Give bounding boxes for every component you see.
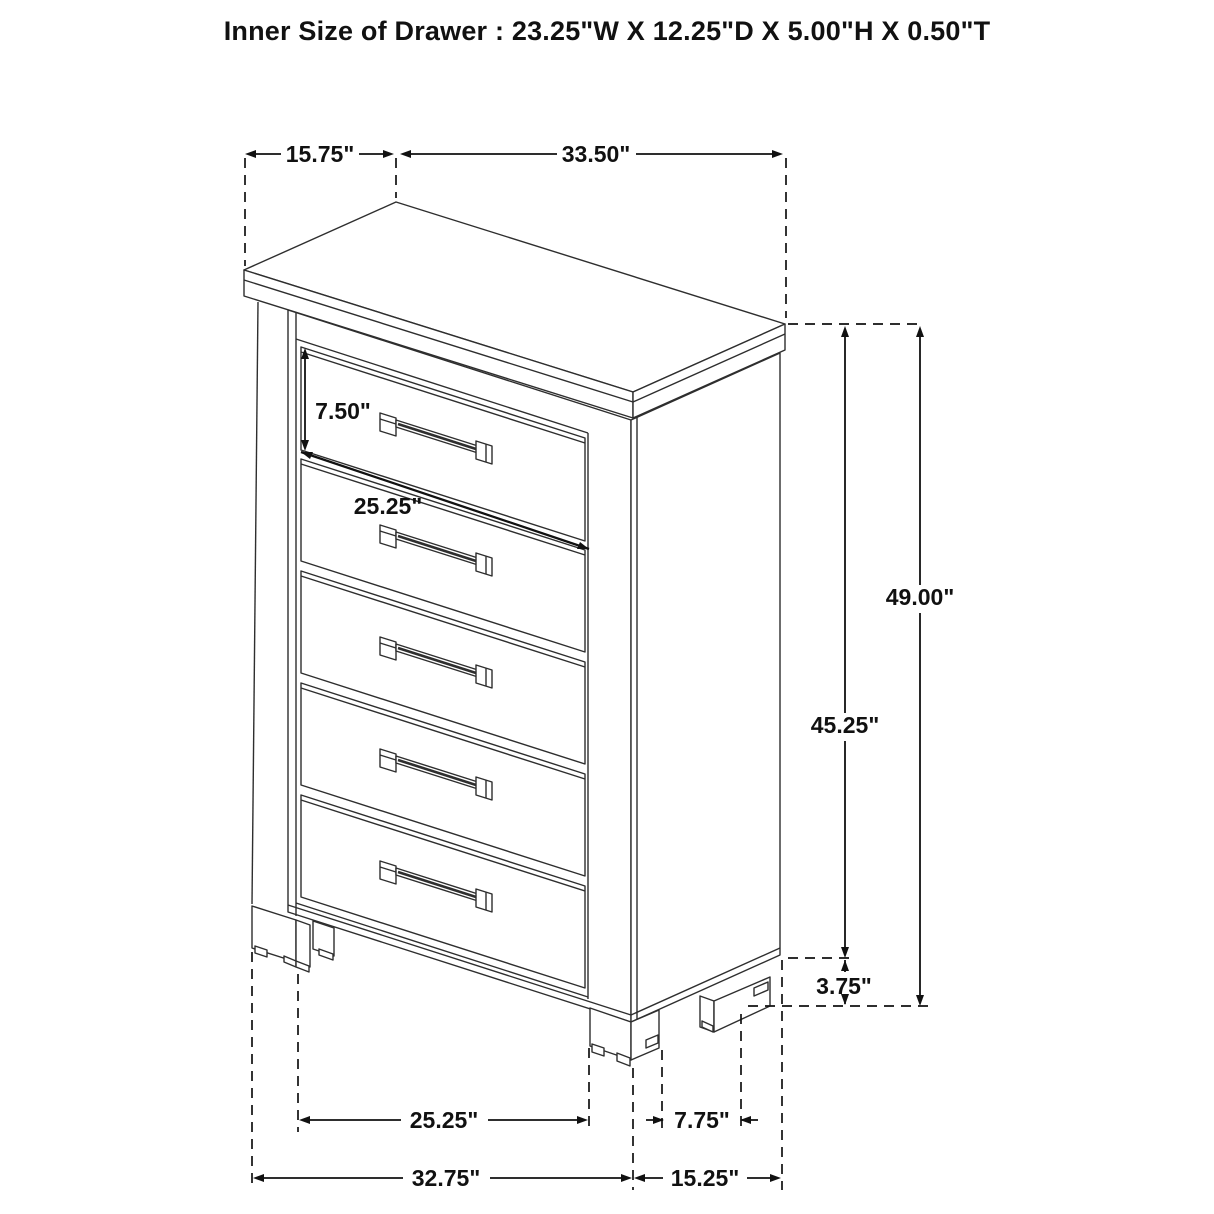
arrow-right-icon xyxy=(772,150,783,158)
dim-label-base-width: 32.75" xyxy=(411,1165,481,1191)
arrow-left-icon xyxy=(634,1174,645,1182)
chest-drawing xyxy=(244,202,785,1066)
arrow-right-icon xyxy=(770,1174,781,1182)
dim-leg-height xyxy=(816,960,872,1005)
page-title: Inner Size of Drawer : 23.25"W X 12.25"D X 5.00"H X 0.50"T xyxy=(223,16,991,46)
leg-front-face xyxy=(296,920,310,967)
dim-label-drawer-front-width: 25.25" xyxy=(353,493,423,519)
dim-body-height xyxy=(811,326,879,958)
dim-front-leg-span xyxy=(299,1107,588,1133)
dim-overall-height xyxy=(886,326,954,1006)
arrow-left-icon xyxy=(253,1174,264,1182)
dim-label-front-leg-span: 25.25" xyxy=(409,1107,479,1133)
dim-label-base-depth: 15.25" xyxy=(670,1165,740,1191)
back-left-leg xyxy=(313,921,334,960)
dim-label-body-height: 45.25" xyxy=(810,712,880,738)
dim-base-depth xyxy=(634,1165,781,1191)
left-side-sliver-edge xyxy=(252,302,258,904)
dim-label-leg-height: 3.75" xyxy=(816,973,872,999)
dim-label-side-leg-gap: 7.75" xyxy=(674,1107,730,1133)
arrow-down-icon xyxy=(916,995,924,1006)
arrow-up-icon xyxy=(841,960,849,971)
arrow-up-icon xyxy=(916,326,924,337)
dim-label-overall-height: 49.00" xyxy=(885,584,955,610)
arrow-left-icon xyxy=(400,150,411,158)
dim-top-depth xyxy=(245,141,394,167)
arrow-left-icon xyxy=(299,1116,310,1124)
arrow-up-icon xyxy=(841,326,849,337)
arrow-left-icon xyxy=(245,150,256,158)
dim-base-width xyxy=(253,1165,632,1191)
dim-top-width xyxy=(400,141,783,167)
arrow-right-icon xyxy=(383,150,394,158)
right-side-panel xyxy=(631,353,780,1022)
dim-label-top-depth: 15.75" xyxy=(285,141,355,167)
dim-label-top-drawer-height: 7.50" xyxy=(315,398,371,424)
dim-label-top-width: 33.50" xyxy=(561,141,631,167)
arrow-right-icon xyxy=(577,1116,588,1124)
arrow-down-icon xyxy=(841,947,849,958)
arrow-right-icon xyxy=(621,1174,632,1182)
